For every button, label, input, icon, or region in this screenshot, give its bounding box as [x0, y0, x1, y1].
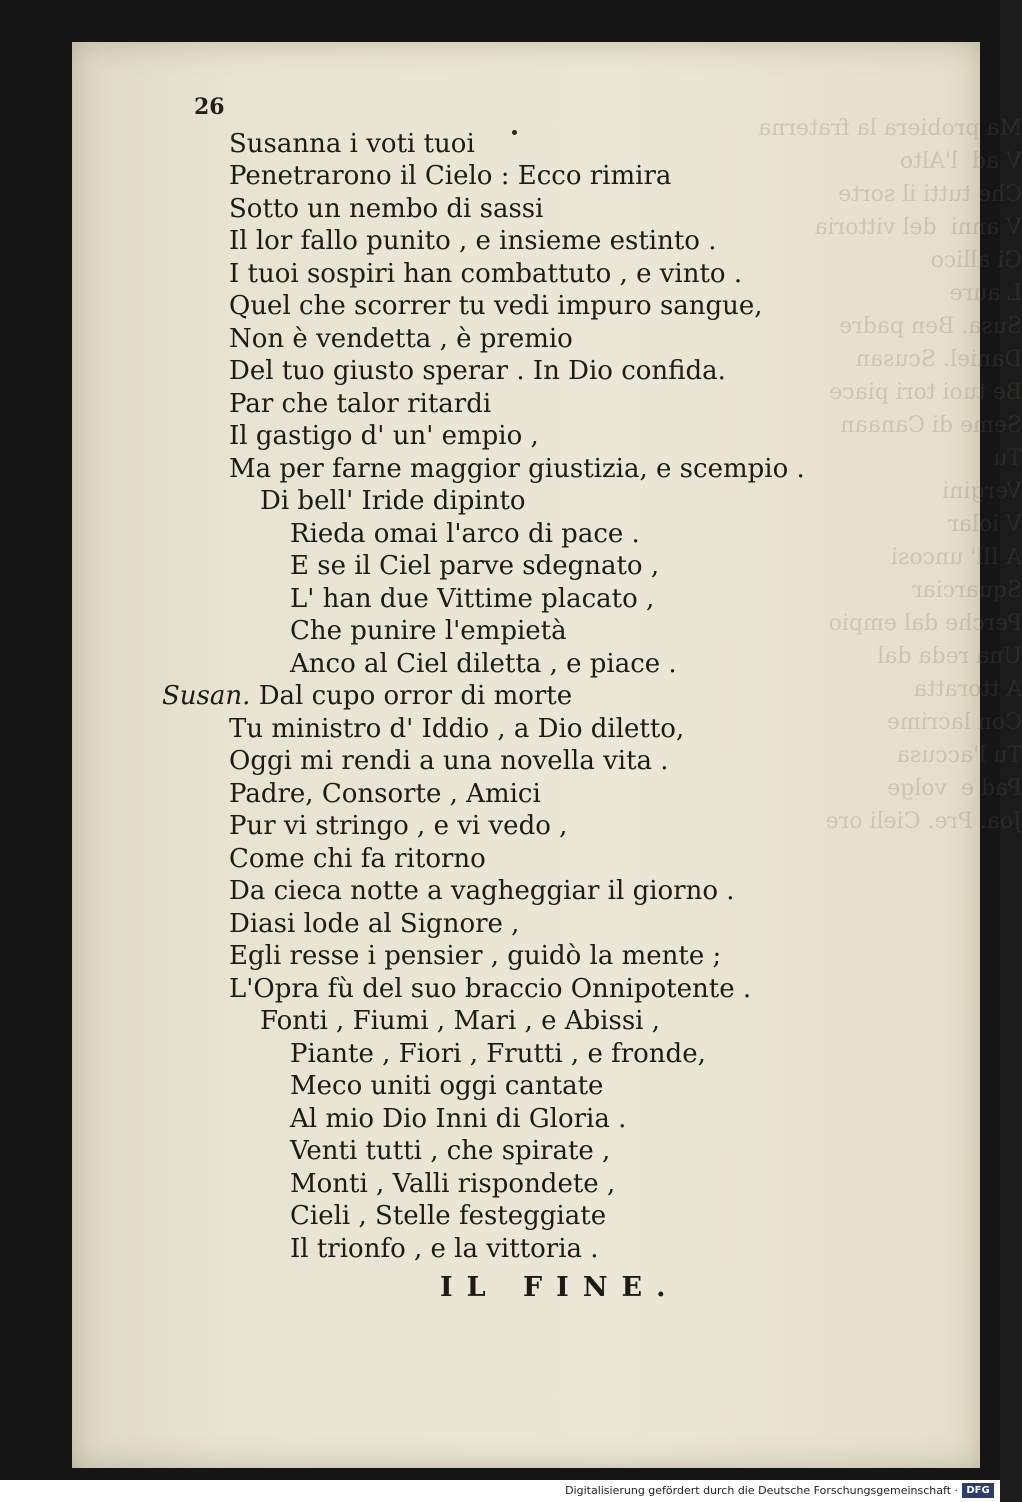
text-line: Venti tutti , che spirate ,: [290, 1136, 611, 1166]
text-line: Par che talor ritardi: [229, 389, 492, 419]
digitization-footer: [0, 1480, 1000, 1502]
text-line: I tuoi sospiri han combattuto , e vinto .: [229, 259, 743, 289]
text-line: Egli resse i pensier , guidò la mente ;: [229, 941, 722, 971]
funding-credit: Digitalisierung gefördert durch die Deutsche Forschungsgemeinschaft ·: [565, 1484, 958, 1497]
text-line: Che punire l'empietà: [290, 616, 567, 646]
text-line: Diasi lode al Signore ,: [229, 909, 520, 939]
text-line: E se il Ciel parve sdegnato ,: [290, 551, 660, 581]
text-line: Tu ministro d' Iddio , a Dio diletto,: [229, 714, 685, 744]
text-line: Susanna i voti tuoi: [229, 129, 475, 159]
page-number: 26: [194, 94, 225, 120]
text-line: Fonti , Fiumi , Mari , e Abissi ,: [260, 1006, 661, 1036]
text-line: Il lor fallo punito , e insieme estinto .: [229, 226, 717, 256]
text-line: Di bell' Iride dipinto: [260, 486, 526, 516]
text-line: Meco uniti oggi cantate: [290, 1071, 604, 1101]
text-line: Rieda omai l'arco di pace .: [290, 519, 640, 549]
text-line: Padre, Consorte , Amici: [229, 779, 541, 809]
text-line: Pur vi stringo , e vi vedo ,: [229, 811, 568, 841]
text-line: Piante , Fiori , Frutti , e fronde,: [290, 1039, 706, 1069]
text-line: Del tuo giusto sperar . In Dio confida.: [229, 356, 726, 386]
printer-mark: [512, 130, 517, 135]
dfg-logo: DFG: [962, 1483, 994, 1498]
bleed-through-text: Ma probiera la fraterna V ad l'Alto Che tutti il sorte V anni del vittoria Gi allico L aure Susa. Ben padre Daniel. Scusan Be tuoi tori piace Seme di Canaan Tu Vergini V iolar A Ill' uncosi Squarciar Perche dal empio Una reda dal A ttoratta Con lacrime Tu l'accusa Pad e volge Joa. Pre. Cieli ore: [758, 116, 1022, 834]
text-line: L'Opra fù del suo braccio Onnipotente .: [229, 974, 752, 1004]
text-line: Monti , Valli rispondete ,: [290, 1169, 616, 1199]
text-line: Il gastigo d' un' empio ,: [229, 421, 539, 451]
text-line: Da cieca notte a vagheggiar il giorno .: [229, 876, 735, 906]
text-line: Sotto un nembo di sassi: [229, 194, 544, 224]
text-line: Susan. Dal cupo orror di morte: [162, 681, 573, 711]
speaker-label: Susan.: [162, 681, 251, 711]
text-line: Non è vendetta , è premio: [229, 324, 573, 354]
text-line: Il trionfo , e la vittoria .: [290, 1234, 599, 1264]
text-line: Quel che scorrer tu vedi impuro sangue,: [229, 291, 763, 321]
text-line: Al mio Dio Inni di Gloria .: [290, 1104, 627, 1134]
text-line: L' han due Vittime placato ,: [290, 584, 655, 614]
text-line: Come chi fa ritorno: [229, 844, 486, 874]
text-line: Penetrarono il Cielo : Ecco rimira: [229, 161, 672, 191]
text-line: Ma per farne maggior giustizia, e scempio .: [229, 454, 805, 484]
text-line: Cieli , Stelle festeggiate: [290, 1201, 607, 1231]
end-heading: IL FINE.: [440, 1272, 680, 1303]
text-line: Oggi mi rendi a una novella vita .: [229, 746, 669, 776]
text-line: Anco al Ciel diletta , e piace .: [290, 649, 677, 679]
